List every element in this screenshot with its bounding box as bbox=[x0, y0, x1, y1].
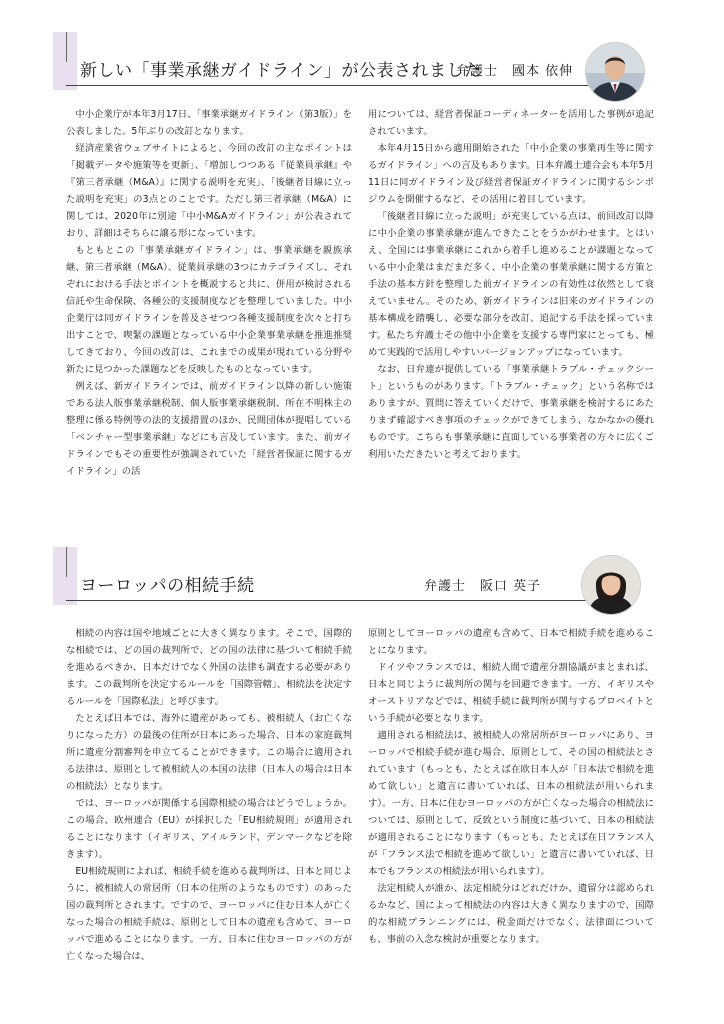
left-column bbox=[66, 106, 352, 480]
paragraph: 本年4月15日から適用開始された「中小企業の事業再生等に関するガイドライン」への言及もあります。日本弁護士連合会も本年5月11日に同ガイドライン及び経営者保証ガイドラインに関するシンポジウムを開催するなど、その活用に着目しています。 bbox=[368, 143, 654, 205]
title-accent-block bbox=[53, 547, 77, 605]
man-portrait-icon bbox=[586, 43, 644, 101]
right-column bbox=[368, 106, 654, 480]
left-column bbox=[66, 625, 352, 965]
paragraph: もともとこの「事業承継ガイドライン」は、事業承継を親族承継、第三者承継（M&A）、従業員承継の3つにカテゴライズし、それぞれにおける手法とポイントを概説すると共に、併用が検討される信託や生命保険、各種公的支援制度などを整理していました。中小企業庁は同ガイドラインを普及させつつ各種支援制度を次々と打ち出すことで、喫緊の課題となっている中小企業事業承継を推進推奨してきており、今回の改訂は、これまでの成果が現れている分野や新たに見つかった課題などを反映したものとなっています。 bbox=[66, 245, 352, 375]
article-europe-inheritance bbox=[0, 555, 724, 1024]
author-name: 弁護士 國本 依伸 bbox=[456, 64, 574, 79]
article-title: 新しい「事業承継ガイドライン」が公表されました bbox=[80, 61, 482, 81]
paragraph: たとえば日本では、海外に遺産があっても、被相続人（お亡くなりになった方）の最後の住所が日本にあった場合、日本の家庭裁判所に遺産分割審判を申立てることができます。この場合に適用される法律は、原則として被相続人の本国の法律（日本人の場合は日本の相続法）となります。 bbox=[66, 713, 352, 792]
paragraph: では、ヨーロッパが関係する国際相続の場合はどうでしょうか。この場合、欧州連合（EU）が採択した「EU相続規則」が適用されることになります（イギリス、アイルランド、デンマークなどを除きます）。 bbox=[66, 798, 352, 860]
article-body bbox=[66, 625, 654, 965]
paragraph: 経済産業省ウェブサイトによると、今回の改訂の主なポイントは「掲載データや施策等を更新」、「増加しつつある『従業員承継』や『第三者承継（M&A）』に関する説明を充実」、「後継者目線に立った説明を充実」の3点とのことです。ただし第三者承継（M&A）に関しては、2020年に別途「中小M&Aガイドライン」が公表されており、詳細はそちらに譲る形になっています。 bbox=[66, 143, 352, 239]
author-name: 弁護士 阪口 英子 bbox=[424, 579, 542, 594]
paragraph: 適用される相続法は、被相続人の常居所がヨーロッパにあり、ヨーロッパで相続手続が進む場合、原則として、その国の相続法とされています（もっとも、たとえば在欧日本人が「日本法で相続を進めて欲しい」と遺言に書いていれば、日本の相続法が用いられます）。一方、日本に住むヨーロッパの方が亡くなった場合の相続法については、原則として、反致という制度に基づいて、日本の相続法が適用されることになります（もっとも、たとえば在日フランス人が「フランス法で相続を進めて欲しい」と遺言に書いていれば、日本でもフランスの相続法が用いられます）。 bbox=[368, 730, 654, 877]
paragraph: 用については、経営者保証コーディネーターを活用した事例が追記されています。 bbox=[368, 109, 654, 137]
title-accent-block bbox=[53, 32, 77, 90]
paragraph: 「後継者目線に立った説明」が充実している点は、前回改訂以降に中小企業の事業承継が進んできたことをうかがわせます。とはいえ、全国には事業承継にこれから着手し進めることが課題となっている中小企業はまだまだ多く、中小企業の事業承継に関する方策と手法の基本方針を整理した前ガイドラインの有効性は依然として衰えていません。そのため、新ガイドラインは旧来のガイドラインの基本構成を踏襲し、必要な部分を改訂、追記する手法を採っています。私たち弁護士その他中小企業を支援する専門家にとっても、極めて実践的で活用しやすいバージョンアップになっています。 bbox=[368, 211, 654, 358]
paragraph: 中小企業庁が本年3月17日、「事業承継ガイドライン（第3版）」を公表しました。5年ぶりの改訂となります。 bbox=[66, 109, 352, 137]
paragraph: 相続の内容は国や地域ごとに大きく異なります。そこで、国際的な相続では、どの国の裁判所で、どの国の法律に基づいて相続手続を進めるべきか、日本だけでなく外国の法律も調査する必要があります。この裁判所を決定するルールを「国際管轄」、相続法を決定するルールを「国際私法」と呼びます。 bbox=[66, 628, 352, 707]
paragraph: ドイツやフランスでは、相続人間で遺産分割協議がまとまれば、日本と同じように裁判所の関与を回避できます。一方、イギリスやオーストリアなどでは、相続手続に裁判所が関与するプロベイトという手続が必要となります。 bbox=[368, 662, 654, 724]
paragraph: EU相続規則によれば、相続手続を進める裁判所は、日本と同じように、被相続人の常居所（日本の住所のようなものです）のあった国の裁判所とされます。ですので、ヨーロッパに住む日本人が亡くなった場合の相続手続は、原則として日本の遺産も含めて、ヨーロッパで進めることになります。一方、日本に住むヨーロッパの方が亡くなった場合は、 bbox=[66, 866, 352, 962]
article-business-succession bbox=[0, 40, 724, 530]
right-column bbox=[368, 625, 654, 965]
paragraph: 法定相続人が誰か、法定相続分はどれだけか、遺留分は認められるかなど、国によって相続法の内容は大きく異なりますので、国際的な相続プランニングには、税金面だけでなく、法律面についても、事前の入念な検討が重要となります。 bbox=[368, 883, 654, 945]
title-divider bbox=[66, 547, 67, 577]
paragraph: なお、日弁連が提供している「事業承継トラブル・チェックシート」というものがあります。「トラブル・チェック」という名称ではありますが、質問に答えていくだけで、事業承継を検討するにあたりまず確認すべき事項のチェックができてしまう、なかなかの優れものです。こちらも事業承継に直面している事業者の方々に広くご利用いただきたいと考えております。 bbox=[368, 364, 654, 460]
paragraph: 原則としてヨーロッパの遺産も含めて、日本で相続手続を進めることになります。 bbox=[368, 628, 654, 656]
woman-portrait-icon bbox=[582, 556, 640, 614]
title-underline bbox=[66, 85, 621, 86]
title-underline bbox=[66, 600, 621, 601]
paragraph: 例えば、新ガイドラインでは、前ガイドライン以降の新しい施策である法人版事業承継税制、個人版事業承継税制、所在不明株主の整理に係る特例等の法的支援措置のほか、民間団体が提唱している「ベンチャー型事業承継」などにも言及しています。また、前ガイドラインでもその重要性が強調されていた「経営者保証に関するガイドライン」の活 bbox=[66, 381, 352, 477]
article-title: ヨーロッパの相続手続 bbox=[80, 576, 255, 596]
author-photo bbox=[581, 555, 641, 615]
title-divider bbox=[66, 32, 67, 62]
article-body bbox=[66, 106, 654, 480]
author-photo bbox=[585, 42, 645, 102]
